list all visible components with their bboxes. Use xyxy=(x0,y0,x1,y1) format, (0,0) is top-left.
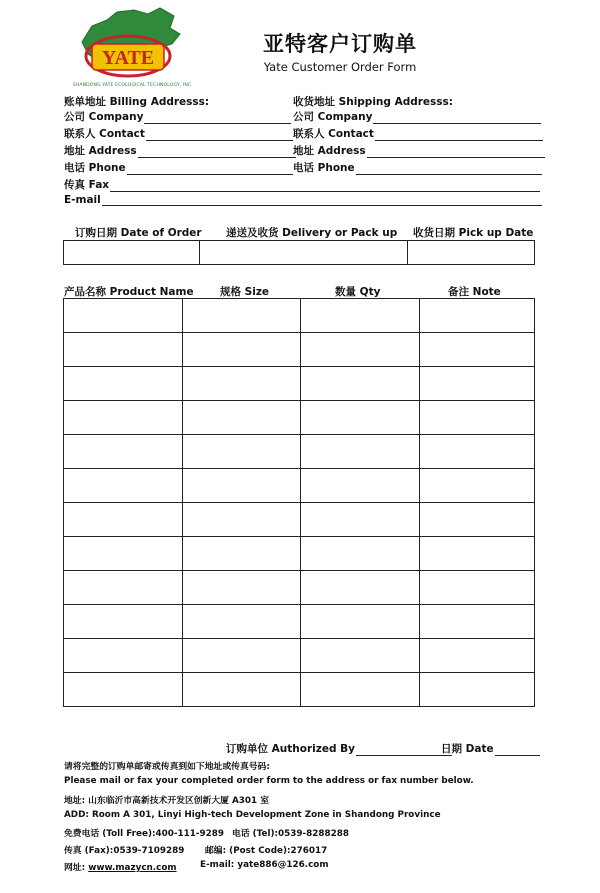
size-cell[interactable] xyxy=(183,571,301,605)
qty-header: 数量 Qty xyxy=(335,286,381,298)
note-cell[interactable] xyxy=(420,605,535,639)
qty-cell[interactable] xyxy=(301,673,420,707)
qty-cell[interactable] xyxy=(301,639,420,673)
company-logo xyxy=(62,4,194,94)
qty-cell[interactable] xyxy=(301,435,420,469)
authorized-by-field[interactable] xyxy=(226,741,452,756)
order-date-cell[interactable] xyxy=(64,241,200,265)
authorized-by-line[interactable] xyxy=(356,744,452,756)
product-name-cell[interactable] xyxy=(64,503,183,537)
product-name-cell[interactable] xyxy=(64,299,183,333)
footer-note-zh: 请将完整的订购单邮寄或传真到如下地址或传真号码: xyxy=(64,762,270,772)
fax-footer-value: 0539-7109289 xyxy=(113,846,185,856)
note-cell[interactable] xyxy=(420,469,535,503)
note-cell[interactable] xyxy=(420,401,535,435)
fax-label: 传真 Fax xyxy=(64,179,110,191)
delivery-cell[interactable] xyxy=(200,241,408,265)
size-cell[interactable] xyxy=(183,299,301,333)
shipping-phone-line[interactable] xyxy=(356,163,542,175)
billing-company-line[interactable] xyxy=(144,112,291,124)
size-header: 规格 Size xyxy=(220,286,270,298)
size-cell[interactable] xyxy=(183,367,301,401)
billing-phone-line[interactable] xyxy=(127,163,293,175)
qty-cell[interactable] xyxy=(301,537,420,571)
table-row xyxy=(64,673,535,707)
qty-cell[interactable] xyxy=(301,333,420,367)
table-row xyxy=(64,299,535,333)
pickup-date-cell[interactable] xyxy=(408,241,535,265)
shipping-phone-label: 电话 Phone xyxy=(293,162,355,174)
note-cell[interactable] xyxy=(420,435,535,469)
billing-contact-label: 联系人 Contact xyxy=(64,128,145,140)
footer-fax xyxy=(64,843,184,856)
qty-cell[interactable] xyxy=(301,367,420,401)
shipping-phone-field[interactable] xyxy=(293,160,542,175)
billing-header: 账单地址 Billing Addresss: xyxy=(64,96,210,108)
website-label: 网址: xyxy=(64,863,86,873)
signoff-date-label: 日期 Date xyxy=(441,743,494,755)
footer-email xyxy=(200,860,329,870)
table-row xyxy=(64,639,535,673)
shipping-company-line[interactable] xyxy=(373,112,541,124)
signoff-date-line[interactable] xyxy=(495,744,540,756)
website-link[interactable]: www.mazycn.com xyxy=(88,863,177,873)
table-row xyxy=(64,537,535,571)
note-cell[interactable] xyxy=(420,571,535,605)
note-cell[interactable] xyxy=(420,367,535,401)
table-row xyxy=(64,605,535,639)
order-date-header: 订购日期 Date of Order xyxy=(75,227,202,239)
company-caption: SHANDONG YATE ECOLOGICAL TECHNOLOGY, INC xyxy=(72,83,192,88)
size-cell[interactable] xyxy=(183,333,301,367)
shipping-address-field[interactable] xyxy=(293,143,545,158)
shipping-company-label: 公司 Company xyxy=(293,111,373,123)
product-name-cell[interactable] xyxy=(64,333,183,367)
email-field[interactable] xyxy=(64,194,542,206)
product-name-header: 产品名称 Product Name xyxy=(64,286,194,298)
billing-contact-field[interactable] xyxy=(64,126,293,141)
postcode-value: 276017 xyxy=(290,846,328,856)
note-cell[interactable] xyxy=(420,639,535,673)
billing-company-field[interactable] xyxy=(64,109,291,124)
page-title: 亚特客户订购单 xyxy=(263,32,417,56)
table-row xyxy=(64,571,535,605)
shipping-contact-label: 联系人 Contact xyxy=(293,128,374,140)
email-footer-label: E-mail: xyxy=(200,860,235,870)
tel-label: 电话 (Tel): xyxy=(232,829,279,839)
billing-company-label: 公司 Company xyxy=(64,111,144,123)
product-name-cell[interactable] xyxy=(64,469,183,503)
footer-note-en: Please mail or fax your completed order form to the address or fax number below. xyxy=(64,776,474,786)
table-row xyxy=(64,367,535,401)
billing-contact-line[interactable] xyxy=(146,129,293,141)
shipping-address-line[interactable] xyxy=(367,146,545,158)
qty-cell[interactable] xyxy=(301,605,420,639)
note-cell[interactable] xyxy=(420,299,535,333)
table-row xyxy=(64,503,535,537)
postcode-label: 邮编: (Post Code): xyxy=(205,846,291,856)
size-cell[interactable] xyxy=(183,639,301,673)
product-name-cell[interactable] xyxy=(64,639,183,673)
size-cell[interactable] xyxy=(183,503,301,537)
fax-footer-label: 传真 (Fax): xyxy=(64,846,114,856)
product-name-cell[interactable] xyxy=(64,571,183,605)
footer-address-zh: 地址: 山东临沂市高新技术开发区创新大厦 A301 室 xyxy=(64,796,270,806)
table-row xyxy=(64,333,535,367)
size-cell[interactable] xyxy=(183,469,301,503)
product-name-cell[interactable] xyxy=(64,367,183,401)
shipping-company-field[interactable] xyxy=(293,109,541,124)
product-name-cell[interactable] xyxy=(64,435,183,469)
qty-cell[interactable] xyxy=(301,401,420,435)
delivery-header: 递送及收货 Delivery or Pack up xyxy=(226,227,398,239)
email-label: E-mail xyxy=(64,194,101,206)
table-row xyxy=(64,401,535,435)
size-cell[interactable] xyxy=(183,435,301,469)
size-cell[interactable] xyxy=(183,537,301,571)
billing-phone-field[interactable] xyxy=(64,160,293,175)
note-cell[interactable] xyxy=(420,503,535,537)
footer-tel xyxy=(232,826,349,839)
table-row xyxy=(64,435,535,469)
qty-cell[interactable] xyxy=(301,503,420,537)
footer-postcode xyxy=(205,843,327,856)
product-name-cell[interactable] xyxy=(64,605,183,639)
billing-address-line[interactable] xyxy=(138,146,296,158)
footer-address-en: ADD: Room A 301, Linyi High-tech Development Zone in Shandong Province xyxy=(64,810,441,820)
signoff-date-field[interactable] xyxy=(441,741,540,756)
size-cell[interactable] xyxy=(183,401,301,435)
fax-field[interactable] xyxy=(64,177,540,192)
authorized-by-label: 订购单位 Authorized By xyxy=(226,743,355,755)
tollfree-value: 400-111-9289 xyxy=(155,829,225,839)
product-table xyxy=(63,298,535,707)
note-cell[interactable] xyxy=(420,333,535,367)
qty-cell[interactable] xyxy=(301,299,420,333)
note-header: 备注 Note xyxy=(448,286,501,298)
billing-phone-label: 电话 Phone xyxy=(64,162,126,174)
page-subtitle: Yate Customer Order Form xyxy=(263,60,417,74)
qty-cell[interactable] xyxy=(301,469,420,503)
product-name-cell[interactable] xyxy=(64,673,183,707)
size-cell[interactable] xyxy=(183,673,301,707)
footer-tollfree xyxy=(64,826,224,839)
fax-line[interactable] xyxy=(110,180,540,192)
tollfree-label: 免费电话 (Toll Free): xyxy=(64,829,156,839)
billing-address-label: 地址 Address xyxy=(64,145,137,157)
shipping-contact-line[interactable] xyxy=(375,129,543,141)
footer-website xyxy=(64,860,177,873)
note-cell[interactable] xyxy=(420,537,535,571)
shipping-header: 收货地址 Shipping Addresss: xyxy=(293,96,453,108)
email-line[interactable] xyxy=(102,194,542,206)
size-cell[interactable] xyxy=(183,605,301,639)
email-footer-value[interactable]: yate886@126.com xyxy=(237,860,329,870)
logo-text: YATE xyxy=(101,47,155,69)
product-name-cell[interactable] xyxy=(64,537,183,571)
dates-table xyxy=(63,240,535,265)
tel-value: 0539-8288288 xyxy=(278,829,350,839)
billing-address-field[interactable] xyxy=(64,143,296,158)
shipping-address-label: 地址 Address xyxy=(293,145,366,157)
pickup-date-header: 收货日期 Pick up Date xyxy=(413,227,534,239)
product-name-cell[interactable] xyxy=(64,401,183,435)
note-cell[interactable] xyxy=(420,673,535,707)
table-row xyxy=(64,469,535,503)
qty-cell[interactable] xyxy=(301,571,420,605)
shipping-contact-field[interactable] xyxy=(293,126,543,141)
